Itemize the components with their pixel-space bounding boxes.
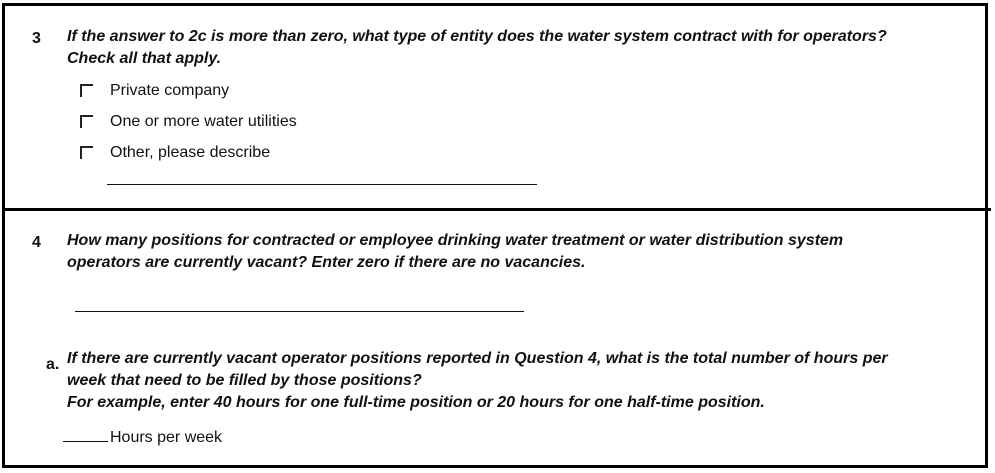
vacant-positions-field[interactable]	[75, 311, 524, 312]
hours-per-week-label: Hours per week	[110, 429, 223, 446]
question-4-text-line1: How many positions for contracted or employee drinking water treatment or water distribution system	[67, 232, 844, 249]
question-4a-label: a.	[46, 356, 60, 373]
checkbox-other[interactable]	[80, 146, 93, 159]
section-divider	[2, 208, 991, 211]
hours-per-week-row	[63, 425, 222, 447]
question-3-text-line2: Check all that apply.	[67, 50, 222, 67]
hours-per-week-field[interactable]	[63, 425, 108, 442]
question-3-number: 3	[32, 30, 41, 47]
other-description-field[interactable]	[107, 184, 537, 185]
option-label: Other, please describe	[110, 144, 271, 161]
option-water-utilities[interactable]	[80, 112, 297, 132]
question-4a-text-line1: If there are currently vacant operator positions reported in Question 4, what is the total number of hours per	[67, 350, 888, 367]
option-other[interactable]	[80, 143, 270, 163]
option-label: Private company	[110, 82, 230, 99]
question-4-number: 4	[32, 234, 41, 251]
checkbox-private-company[interactable]	[80, 84, 93, 97]
option-label: One or more water utilities	[110, 113, 297, 130]
checkbox-water-utilities[interactable]	[80, 115, 93, 128]
question-4-text-line2: operators are currently vacant? Enter zero if there are no vacancies.	[67, 254, 586, 271]
question-4a-text-line3: For example, enter 40 hours for one full-time position or 20 hours for one half-time position.	[67, 394, 765, 411]
question-3-text	[67, 26, 887, 70]
question-4a-text-line2: week that need to be filled by those positions?	[67, 372, 422, 389]
option-private-company[interactable]	[80, 81, 229, 101]
question-3-text-line1: If the answer to 2c is more than zero, what type of entity does the water system contract with for operators?	[67, 28, 887, 45]
question-4a-text	[67, 348, 888, 414]
question-4-text	[67, 230, 843, 274]
